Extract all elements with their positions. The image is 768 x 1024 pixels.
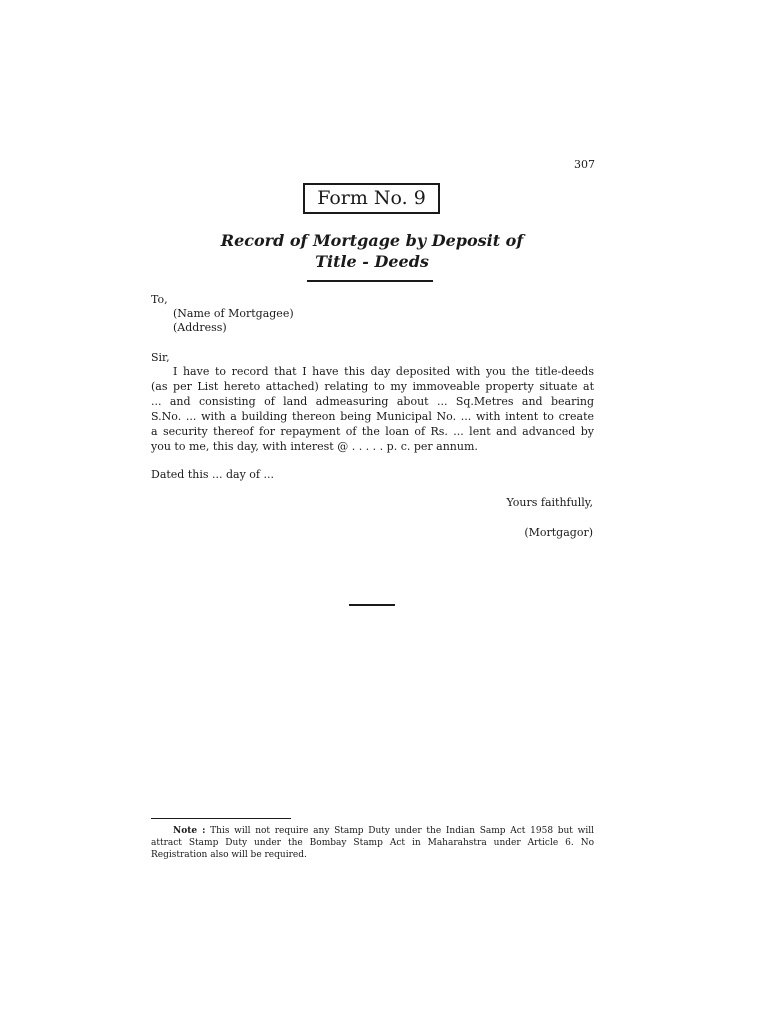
dated-line: Dated this ... day of ... <box>151 468 274 481</box>
footnote-line: attract Stamp Duty under the Bombay Stamp Act in Maharahstra under Article 6. No <box>151 838 594 848</box>
footnote-text: This will not require any Stamp Duty under the Indian Samp Act 1958 but will <box>210 826 594 836</box>
body-line: (as per List hereto attached) relating to my immoveable property situate at <box>151 380 594 393</box>
letter-body <box>151 364 594 454</box>
body-line: I have to record that I have this day deposited with you the title-deeds <box>173 365 594 378</box>
footnote-divider <box>151 818 291 819</box>
footnote-line: Registration also will be required. <box>151 850 307 860</box>
body-line: you to me, this day, with interest @ . . . . . p. c. per annum. <box>151 440 478 453</box>
footnote-line <box>151 825 594 837</box>
addressee-address: (Address) <box>173 321 227 334</box>
end-divider <box>349 604 395 606</box>
title-line-1: Record of Mortgage by Deposit of <box>220 231 524 250</box>
title-line-2: Title - Deeds <box>315 252 429 271</box>
footnote <box>151 825 594 861</box>
form-number-box: Form No. 9 <box>303 183 440 214</box>
body-line: S.No. ... with a building thereon being Municipal No. ... with intent to create <box>151 410 594 423</box>
body-line: ... and consisting of land admeasuring about ... Sq.Metres and bearing <box>151 395 594 408</box>
addressee-to: To, <box>151 293 168 306</box>
addressee-name: (Name of Mortgagee) <box>173 307 294 320</box>
signatory: (Mortgagor) <box>524 526 593 539</box>
closing: Yours faithfully, <box>506 496 593 509</box>
title-underline <box>307 280 433 282</box>
footnote-label: Note : <box>173 826 206 836</box>
document-title <box>172 230 572 272</box>
salutation: Sir, <box>151 351 170 364</box>
page-number: 307 <box>574 158 595 171</box>
body-line: a security thereof for repayment of the loan of Rs. ... lent and advanced by <box>151 425 594 438</box>
